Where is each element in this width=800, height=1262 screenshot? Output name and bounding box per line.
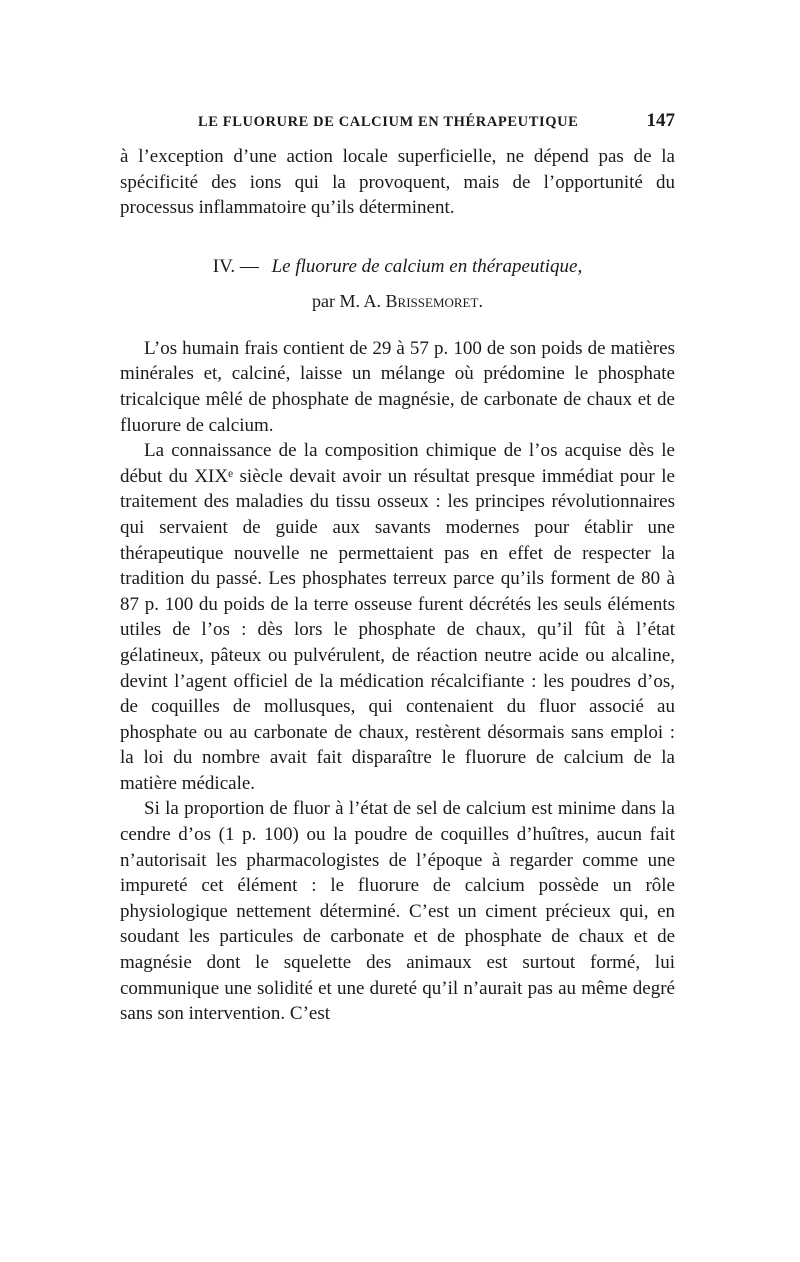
body-paragraph-2: La connaissance de la composition chimique de l’os acquise dès le début du XIXᵉ siècle devait avoir un résultat presque immédiat pour le traitement des maladies du tissu osseux : les principes révolutionnaires qui servaient de guide aux savants modernes pour établir une thérapeutique nouvelle ne permettaient pas en effet de respecter la tradition du passé. Les phosphates terreux parce qu’ils forment de 80 à 87 p. 100 du poids de la terre osseuse furent décrétés les seuls éléments utiles de l’os : dès lors le phosphate de chaux, qu’il fût à l’état gélatineux, pâteux ou pulvérulent, de réaction neutre acide ou alcaline, devint l’agent officiel de la médication récalcifiante : les poudres d’os, de coquilles de mollusques, qui contenaient du fluor associé au phosphate ou au carbonate de chaux, restèrent désormais sans emploi : la loi du nombre avait fait disparaître le fluorure de calcium de la matière médicale.: [120, 440, 675, 794]
section-numeral: IV. —: [212, 255, 259, 277]
body-paragraph-1: L’os humain frais contient de 29 à 57 p. 100 de son poids de matières minérales et, calciné, laisse un mélange où prédomine le phosphate tricalcique mêlé de phosphate de magnésie, de carbonate de chaux et de fluorure de calcium.: [120, 337, 675, 436]
section-title: Le fluorure de calcium en thérapeutique,: [271, 255, 583, 277]
section-heading: [120, 254, 675, 280]
book-page: [120, 110, 675, 1027]
opening-paragraph: à l’exception d’une action locale superficielle, ne dépend pas de la spécificité des ions qui la provoquent, mais de l’opportunité du processus inflammatoire qu’ils déterminent.: [120, 146, 675, 219]
page-number: 147: [646, 110, 675, 131]
body-paragraph-3: Si la proportion de fluor à l’état de sel de calcium est minime dans la cendre d’os (1 p. 100) ou la poudre de coquilles d’huîtres, aucun fait n’autorisait les pharmacologistes de l’époque à regarder comme une impureté cet élément : le fluorure de calcium possède un rôle physiologique nettement déterminé. C’est un ciment précieux qui, en soudant les particules de carbonate et de phosphate de chaux et de magnésie dont le squelette des animaux est surtout formé, lui communique une solidité et une dureté qu’il n’aurait pas au même degré sans son intervention. C’est: [120, 798, 675, 1025]
running-head-title: LE FLUORURE DE CALCIUM EN THÉRAPEUTIQUE: [198, 114, 579, 130]
section-author: [120, 288, 675, 314]
author-prefix: par M. A.: [312, 290, 382, 311]
author-surname: Brissemoret.: [385, 290, 483, 311]
running-head: [198, 110, 675, 132]
